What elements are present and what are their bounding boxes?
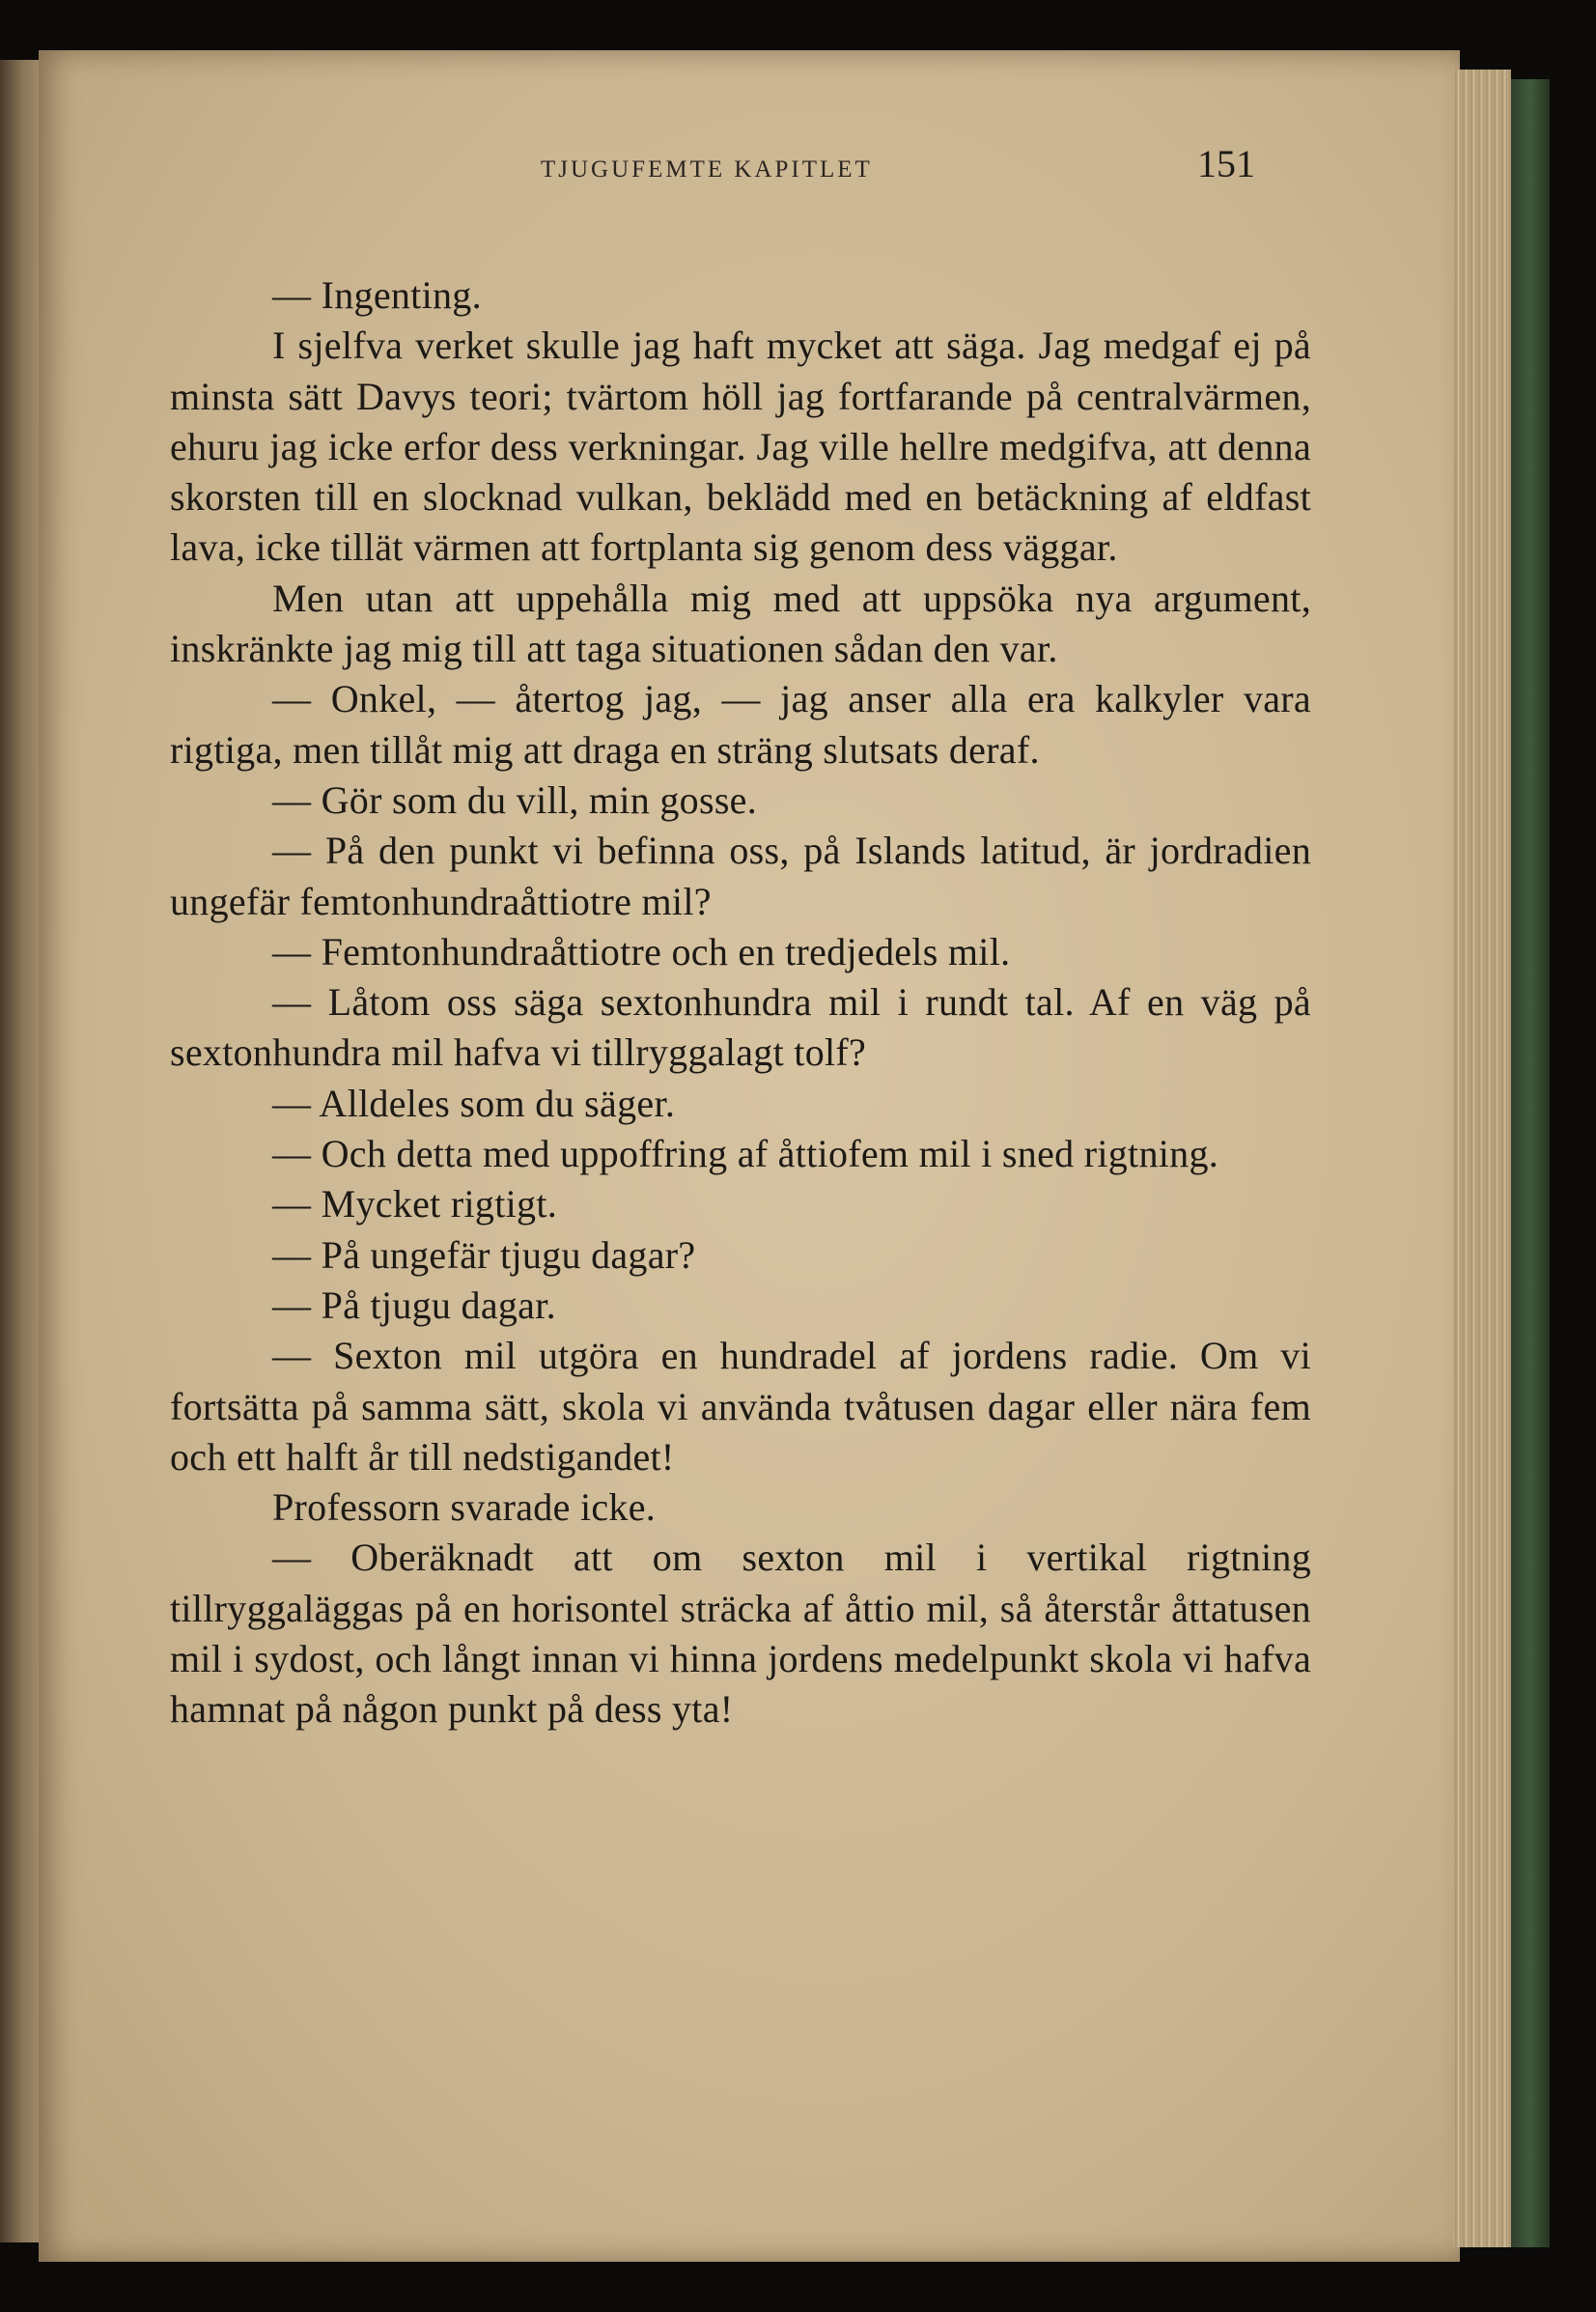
running-head: TJUGUFEMTE KAPITLET [541,156,873,183]
paragraph: Professorn svarade icke. [272,1485,657,1530]
paragraph: — Onkel, — återtog jag, — jag anser alla era kalkyler vara rigtiga, men tillåt mig att draga en sträng slutsats deraf. [170,677,1311,772]
paragraph: — Sexton mil utgöra en hundradel af jordens radie. Om vi fortsätta på samma sätt, skola vi använda tvåtusen dagar eller nära fem och ett halft år till nedstigandet! [170,1334,1311,1479]
body-text [170,270,1311,1735]
page-number: 151 [1197,142,1255,185]
paragraph: — Och detta med uppoffring af åttiofem mil i sned rigtning. [272,1132,1219,1176]
paragraph: I sjelfva verket skulle jag haft mycket att säga. Jag medgaf ej på minsta sätt Davys teori; tvärtom höll jag fortfarande på centralvärmen, ehuru jag icke erfor dess verkningar. Jag ville hellre medgifva, att denna skorsten till en slocknad vulkan, beklädd med en betäckning af eldfast lava, icke tillät värmen att fortplanta sig genom dess väggar. [170,324,1311,570]
paragraph: — Mycket rigtigt. [272,1182,558,1226]
page-block-edges [1453,70,1511,2247]
paragraph: — På tjugu dagar. [272,1283,556,1327]
paragraph: — Femtonhundraåttiotre och en tredjedels mil. [272,929,1011,973]
paragraph: — På den punkt vi befinna oss, på Islands latitud, är jordradien ungefär femtonhundraåttiotre mil? [170,829,1311,923]
paragraph: — Alldeles som du säger. [272,1081,676,1125]
paragraph: — Oberäknadt att om sexton mil i vertikal rigtning tillryggaläggas på en horisontel sträcka af åttio mil, så återstår åttatusen mil i sydost, och långt innan vi hinna jordens medelpunkt skola vi hafva hamnat på någon punkt på dess yta! [170,1536,1311,1732]
paragraph: — Låtom oss säga sextonhundra mil i rundt tal. Af en väg på sextonhundra mil hafva vi tillryggalagt tolf? [170,980,1311,1075]
paragraph: — Gör som du vill, min gosse. [272,777,758,822]
book-cover-edge [1511,79,1550,2247]
book-page [39,50,1460,2262]
paragraph: — Ingenting. [272,273,482,317]
page-header [39,142,1460,209]
paragraph: Men utan att uppehålla mig med att uppsöka nya argument, inskränkte jag mig till att taga situationen sådan den var. [170,576,1311,671]
paragraph: — På ungefär tjugu dagar? [272,1232,696,1277]
book-photo [0,50,1554,2262]
